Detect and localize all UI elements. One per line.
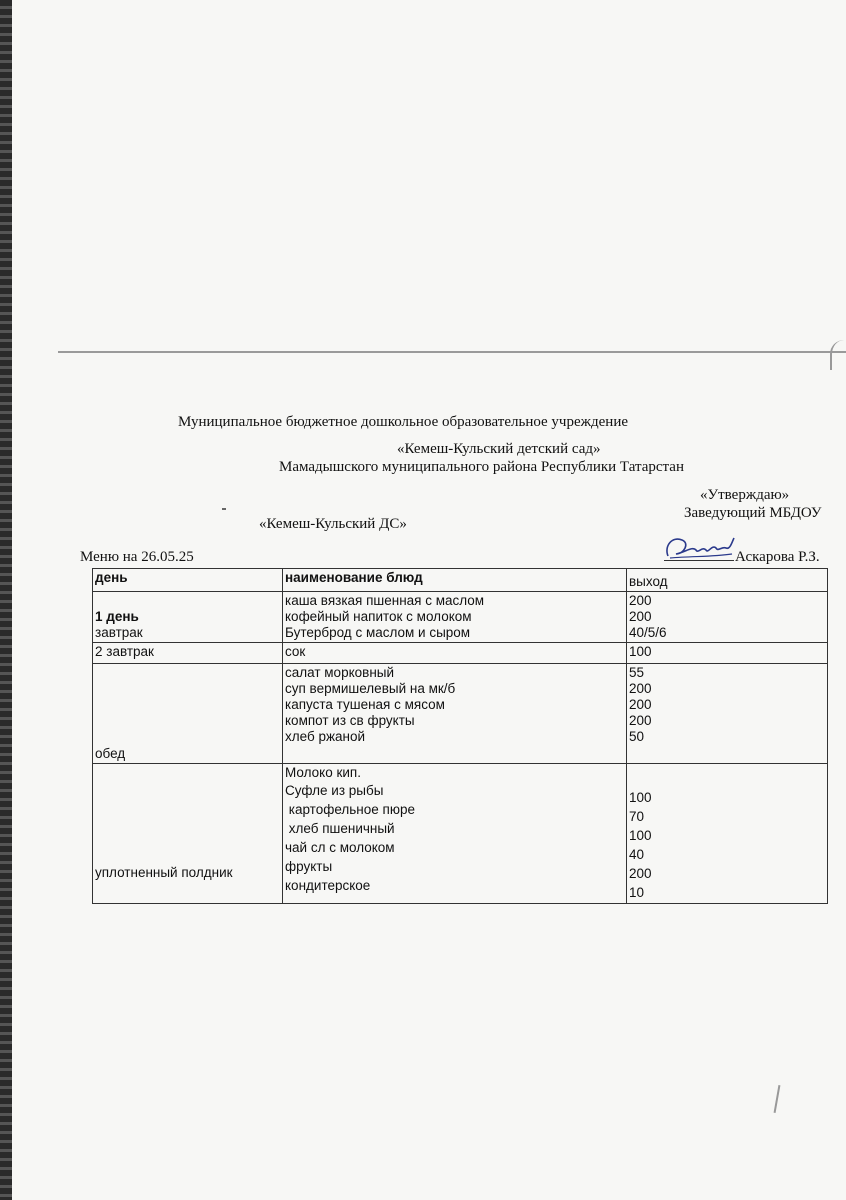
day-number: 1 день [95,609,139,624]
page-fold-line [58,351,846,353]
output-cell [627,643,828,664]
pen-mark [774,1085,781,1113]
output-value: 50 [629,729,645,744]
day-cell [93,592,283,643]
meal-name: уплотненный полдник [95,865,233,880]
day-cell [93,764,283,904]
dish-cell [283,643,627,664]
page-fold-corner [830,340,846,370]
col-output-header: выход [627,569,828,592]
meal-name: завтрак [95,625,143,640]
table-row [93,592,828,643]
dish-item: компот из св фрукты [285,713,415,728]
dish-item: кондитерское [285,878,371,893]
speck [222,508,226,510]
output-value: 200 [629,609,652,624]
dish-item: сок [285,644,306,659]
dish-item: салат морковный [285,665,395,680]
signature-line [664,560,734,561]
output-value: 200 [629,713,652,728]
table-row [93,643,828,664]
head-title: Заведующий МБДОУ [684,505,822,521]
output-value: 40 [629,847,645,862]
table-header-row [93,569,828,592]
day-cell [93,664,283,764]
org-line-2: «Кемеш-Кульский детский сад» [397,441,601,457]
output-value: 200 [629,697,652,712]
output-value: 40/5/6 [629,625,667,640]
output-value: 55 [629,665,645,680]
menu-date: Меню на 26.05.25 [80,549,194,565]
meal-name: обед [95,746,126,761]
col-day-header: день [93,569,283,592]
scan-edge [0,0,12,1200]
dish-item: чай сл с молоком [285,840,395,855]
output-value: 100 [629,644,652,659]
dish-item: суп вермишелевый на мк/б [285,681,456,696]
short-name: «Кемеш-Кульский ДС» [259,516,407,532]
output-value: 10 [629,885,645,900]
output-cell [627,664,828,764]
output-value: 200 [629,681,652,696]
signer-name: Аскарова Р.З. [735,549,820,565]
menu-table [92,568,828,904]
day-cell [93,643,283,664]
dish-item: Молоко кип. [285,765,361,780]
dish-item: капуста тушеная с мясом [285,697,445,712]
org-line-1: Муниципальное бюджетное дошкольное образовательное учреждение [178,414,628,430]
output-value: 100 [629,790,652,805]
meal-name: 2 завтрак [95,644,154,659]
dish-cell [283,592,627,643]
table-row [93,764,828,904]
dish-item: хлеб ржаной [285,729,366,744]
dish-cell [283,664,627,764]
output-value: 200 [629,593,652,608]
dish-item: хлеб пшеничный [285,821,395,836]
dish-item: Суфле из рыбы [285,783,384,798]
output-value: 70 [629,809,645,824]
col-dish-header: наименование блюд [283,569,627,592]
dish-item: фрукты [285,859,333,874]
approve-label: «Утверждаю» [700,487,790,503]
table-row [93,664,828,764]
dish-item: каша вязкая пшенная с маслом [285,593,485,608]
output-value: 200 [629,866,652,881]
dish-item: Бутерброд с маслом и сыром [285,625,471,640]
dish-cell [283,764,627,904]
dish-item: кофейный напиток с молоком [285,609,472,624]
output-cell [627,592,828,643]
output-value: 100 [629,828,652,843]
output-cell [627,764,828,904]
org-line-3: Мамадышского муниципального района Республики Татарстан [279,459,684,475]
dish-item: картофельное пюре [285,802,415,817]
